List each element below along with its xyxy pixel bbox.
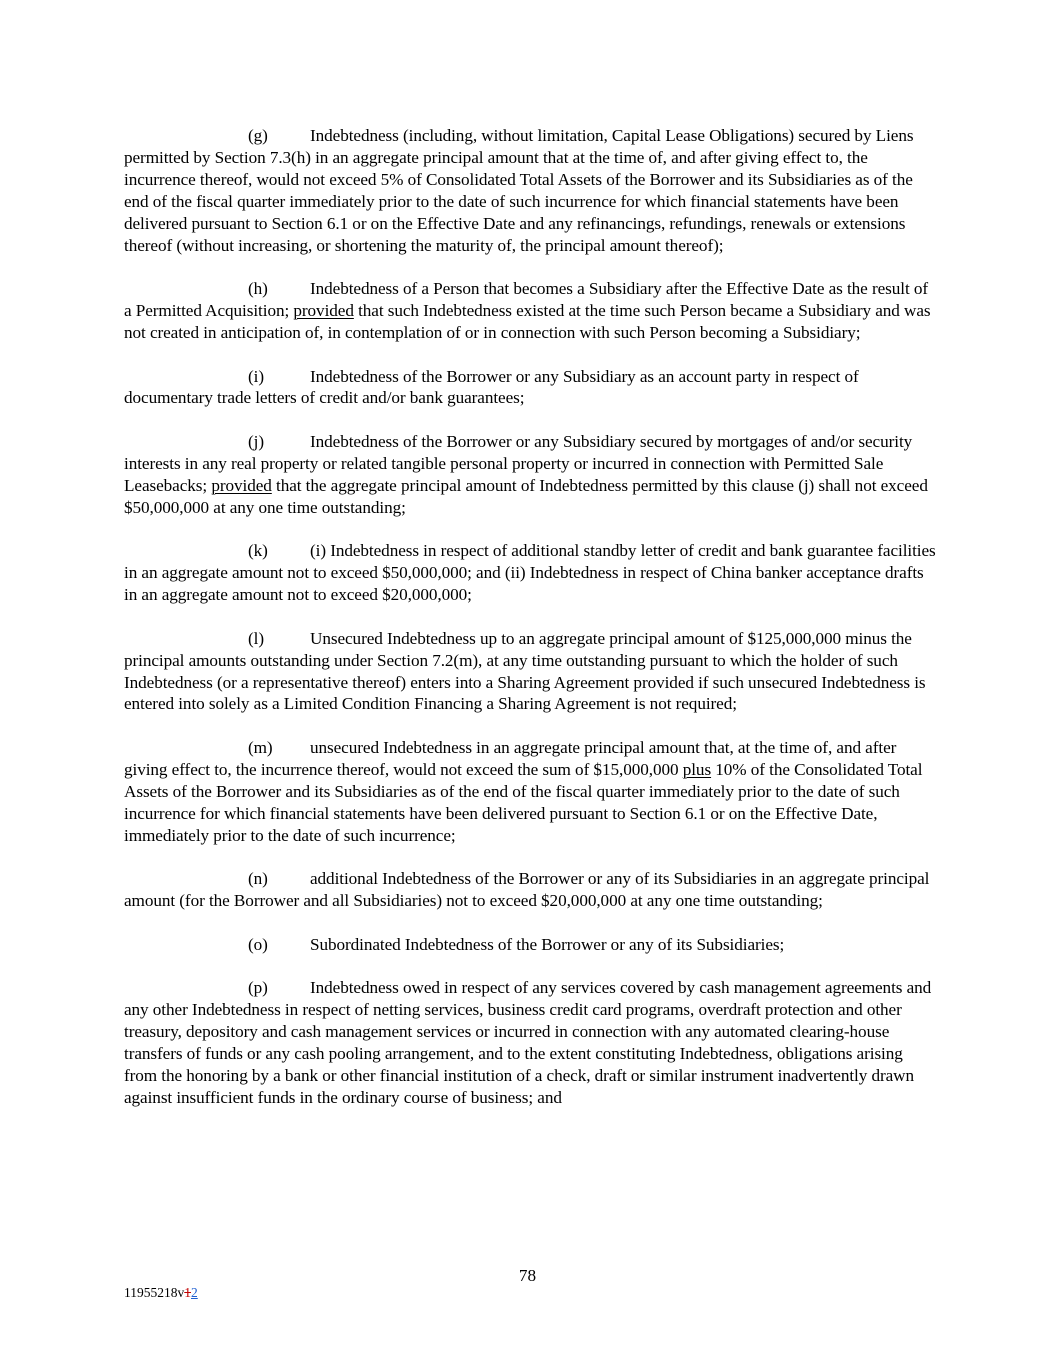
- clause-text: Indebtedness owed in respect of any services covered by cash management agreements and any other Indebtedness in respect of netting services, business credit card programs, overdraft protection and other treasury, depository and cash management services or incurred in connection with any automated clearing-house transfers of funds or any cash pooling arrangement, and to the extent constituting Indebtedness, obligations arising from the honoring by a bank or other financial institution of a check, draft or similar instrument inadvertently drawn against insufficient funds in the ordinary course of business; and: [124, 978, 932, 1107]
- document-body: [124, 125, 939, 1131]
- clause-text: Unsecured Indebtedness up to an aggregate principal amount of $125,000,000 minus the principal amounts outstanding under Section 7.2(m), at any time outstanding pursuant to which the holder of such Indebtedness (or a representative thereof) enters into a Sharing Agreement provided if such unsecured Indebtedness is entered into solely as a Limited Condition Financing a Sharing Agreement is not required;: [124, 628, 926, 714]
- clause-label: (m): [248, 738, 273, 758]
- doc-id-base: 11955218v: [124, 1285, 185, 1300]
- doc-id-deleted-revision: 1: [184, 1285, 191, 1300]
- clause-j: [124, 431, 939, 519]
- clause-n: [124, 868, 939, 912]
- clause-g: [124, 125, 939, 256]
- clause-label: (n): [248, 869, 268, 889]
- clause-text: Indebtedness (including, without limitation, Capital Lease Obligations) secured by Liens permitted by Section 7.3(h) in an aggregate principal amount that at the time of, and after giving effect to, the incurrence thereof, would not exceed 5% of Consolidated Total Assets of the Borrower and its Subsidiaries as of the end of the fiscal quarter immediately prior to the date of such incurrence for which financial statements have been delivered pursuant to Section 6.1 or on the Effective Date and any refinancings, refundings, renewals or extensions thereof (without increasing, or shortening the maturity of, the principal amount thereof);: [124, 126, 914, 255]
- clause-text: Subordinated Indebtedness of the Borrower or any of its Subsidiaries;: [310, 934, 785, 954]
- clause-label: (p): [248, 978, 268, 998]
- clause-label: (g): [248, 126, 268, 145]
- doc-id-inserted-revision: 2: [191, 1285, 198, 1300]
- clause-text-continued: that the aggregate principal amount of Indebtedness permitted by this clause (j) shall not exceed $50,000,000 at any one time outstanding;: [124, 475, 928, 517]
- clause-text: Indebtedness of a Person that becomes a Subsidiary after the Effective Date as the result of a Permitted Acquisition;: [124, 279, 929, 321]
- clause-label: (i): [248, 366, 264, 386]
- clause-k: [124, 540, 939, 606]
- clause-label: (h): [248, 279, 268, 299]
- clause-label: (l): [248, 628, 264, 648]
- clause-i: [124, 366, 939, 410]
- clause-label: (k): [248, 541, 268, 561]
- underlined-term: plus: [682, 759, 712, 779]
- clause-text: Indebtedness of the Borrower or any Subsidiary secured by mortgages of and/or security interests in any real property or related tangible personal property or incurred in connection with Permitted Sale Leasebacks;: [124, 432, 913, 495]
- clause-text: Indebtedness of the Borrower or any Subsidiary as an account party in respect of documentary trade letters of credit and/or bank guarantees;: [124, 366, 859, 408]
- clause-text: additional Indebtedness of the Borrower or any of its Subsidiaries in an aggregate principal amount (for the Borrower and all Subsidiaries) not to exceed $20,000,000 at any one time outstanding;: [124, 869, 930, 911]
- clause-text-continued: that such Indebtedness existed at the time such Person became a Subsidiary and was not created in anticipation of, in contemplation of or in connection with such Person becoming a Subsidiary;: [124, 301, 931, 342]
- clause-text: (i) Indebtedness in respect of additional standby letter of credit and bank guarantee facilities in an aggregate amount not to exceed $50,000,000; and (ii) Indebtedness in respect of China banker acceptance drafts in an aggregate amount not to exceed $20,000,000;: [124, 541, 936, 605]
- clause-label: (o): [248, 934, 268, 954]
- clause-o: [124, 934, 939, 956]
- clause-label: (j): [248, 432, 264, 452]
- underlined-term: provided: [293, 301, 354, 321]
- clause-l: [124, 628, 939, 716]
- clause-text: unsecured Indebtedness in an aggregate principal amount that, at the time of, and after giving effect to, the incurrence thereof, would not exceed the sum of $15,000,000: [124, 738, 897, 779]
- document-id: [124, 1285, 198, 1301]
- clause-p: [124, 977, 939, 1108]
- underlined-term: provided: [211, 475, 272, 495]
- clause-text-continued: 10% of the Consolidated Total Assets of the Borrower and its Subsidiaries as of the end of the fiscal quarter immediately prior to the date of such incurrence for which financial statements have been delivered pursuant to Section 6.1 or on the Effective Date, immediately prior to the date of such incurrence;: [124, 759, 923, 845]
- clause-m: [124, 737, 939, 847]
- page-number: 78: [518, 1266, 537, 1285]
- clause-h: [124, 278, 939, 344]
